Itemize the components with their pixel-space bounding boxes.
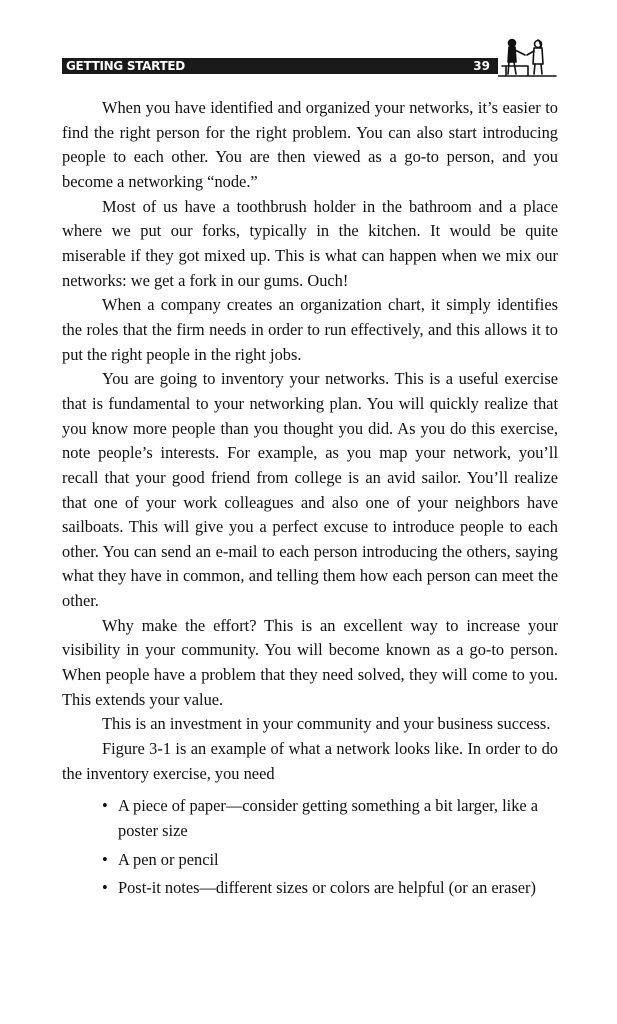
paragraph: When you have identified and organized your networks, it’s easier to find the right person for the right problem. You can also start introducing people to each other. You are then viewed as a go-to person, and you become a networking “node.” [62, 98, 558, 191]
bullet-marker: • [102, 878, 108, 898]
paragraph: This is an investment in your community and your business success. [102, 714, 551, 734]
list-item [62, 848, 558, 873]
list-item [62, 876, 558, 901]
running-header [62, 36, 560, 78]
list-item-text: Post-it notes—different sizes or colors are helpful (or an eraser) [118, 878, 536, 898]
paragraph: You are going to inventory your networks. This is a useful exercise that is fundamental to your networking plan. You will quickly realize that you know more people than you thought you did. As you do this exercise, note people’s interests. For example, as you map your network, you’ll recall that your good friend from college is an avid sailor. You’ll realize that one of your work colleagues and also one of your neighbors have sailboats. This will give you a perfect excuse to introduce people to each other. You can send an e-mail to each person introducing the others, saying what they have in common, and telling them how each person can meet the other. [62, 369, 558, 611]
header-bar [62, 58, 498, 74]
handshake-people-icon [498, 36, 558, 78]
bullet-marker: • [102, 849, 108, 869]
list-item-text: A piece of paper—consider getting something a bit larger, like a poster size [118, 796, 539, 841]
section-title: GETTING STARTED [66, 59, 185, 73]
list-item [62, 794, 558, 843]
bullet-marker: • [102, 796, 108, 816]
paragraph: Why make the effort? This is an excellent way to increase your visibility in your community. You will become known as a go-to person. When people have a problem that they need solved, they will come to you. This extends your value. [62, 615, 558, 709]
list-item-text: A pen or pencil [118, 849, 219, 869]
page-number: 39 [473, 59, 490, 73]
paragraph: Most of us have a toothbrush holder in the bathroom and a place where we put our forks, typically in the kitchen. It would be quite miserable if they got mixed up. This is what can happen when we mix our networks: we get a fork in our gums. Ouch! [62, 196, 558, 290]
paragraph: When a company creates an organization chart, it simply identifies the roles that the firm needs in order to run effectively, and this allows it to put the right people in the right jobs. [62, 295, 558, 364]
paragraph: Figure 3-1 is an example of what a network looks like. In order to do the inventory exercise, you need [62, 739, 558, 783]
bullet-list [62, 794, 558, 901]
page-body [62, 96, 558, 905]
